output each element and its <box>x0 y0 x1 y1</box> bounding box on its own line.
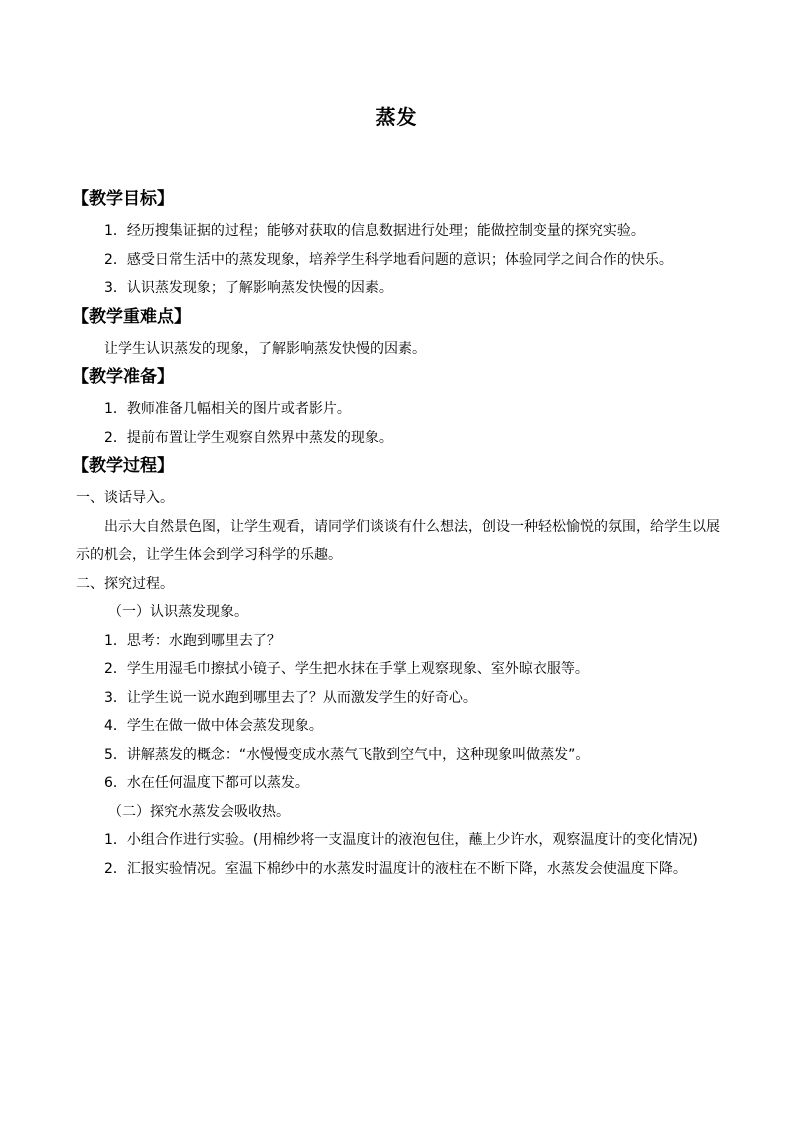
document-title: 蒸发 <box>375 105 418 129</box>
process-sub1-item: 4．学生在做一做中体会蒸发现象。 <box>104 718 323 734</box>
key-points-text: 让学生认识蒸发的现象，了解影响蒸发快慢的因素。 <box>104 340 426 357</box>
process-part2-title: 二、探究过程。 <box>76 575 174 592</box>
process-sub1-item: 5．讲解蒸发的概念：“水慢慢变成水蒸气飞散到空气中，这种现象叫做蒸发”。 <box>104 746 590 763</box>
process-heading: 【教学过程】 <box>72 456 174 476</box>
process-sub1-item: 6．水在任何温度下都可以蒸发。 <box>104 775 309 791</box>
preparation-item: 1．教师准备几幅相关的图片或者影片。 <box>104 401 351 417</box>
process-sub2-title: （二）探究水蒸发会吸收热。 <box>108 803 290 820</box>
process-sub1-title: （一）认识蒸发现象。 <box>108 604 248 620</box>
preparation-heading: 【教学准备】 <box>72 367 174 387</box>
objective-item: 2．感受日常生活中的蒸发现象，培养学生科学地看问题的意识；体验同学之间合作的快乐。 <box>104 251 673 268</box>
process-sub2-item: 2．汇报实验情况。室温下棉纱中的水蒸发时温度计的液柱在不断下降，水蒸发会使温度下降。 <box>104 860 687 877</box>
process-part1-title: 一、谈话导入。 <box>76 490 174 506</box>
key-points-heading: 【教学重难点】 <box>72 306 191 327</box>
objective-item: 1．经历搜集证据的过程；能够对获取的信息数据进行处理；能做控制变量的探究实验。 <box>104 223 645 239</box>
process-sub1-item: 2．学生用湿毛巾擦拭小镜子、学生把水抹在手掌上观察现象、室外晾衣服等。 <box>104 661 589 677</box>
objectives-heading: 【教学目标】 <box>72 189 174 209</box>
document-body <box>72 185 724 883</box>
process-sub2-item: 1．小组合作进行实验。(用棉纱将一支温度计的液泡包住，蘸上少许水，观察温度计的变化情况) <box>104 832 698 848</box>
process-sub1-item: 1．思考：水跑到哪里去了？ <box>104 632 281 649</box>
preparation-item: 2．提前布置让学生观察自然界中蒸发的现象。 <box>104 429 393 446</box>
process-part1-text: 出示大自然景色图，让学生观看，请同学们谈谈有什么想法，创设一种轻松愉悦的氛围，给学生以展示的机会，让学生体会到学习科学的乐趣。 <box>76 518 720 563</box>
process-sub1-item: 3．让学生说一说水跑到哪里去了？从而激发学生的好奇心。 <box>104 689 477 706</box>
objective-item: 3．认识蒸发现象；了解影响蒸发快慢的因素。 <box>104 280 393 296</box>
